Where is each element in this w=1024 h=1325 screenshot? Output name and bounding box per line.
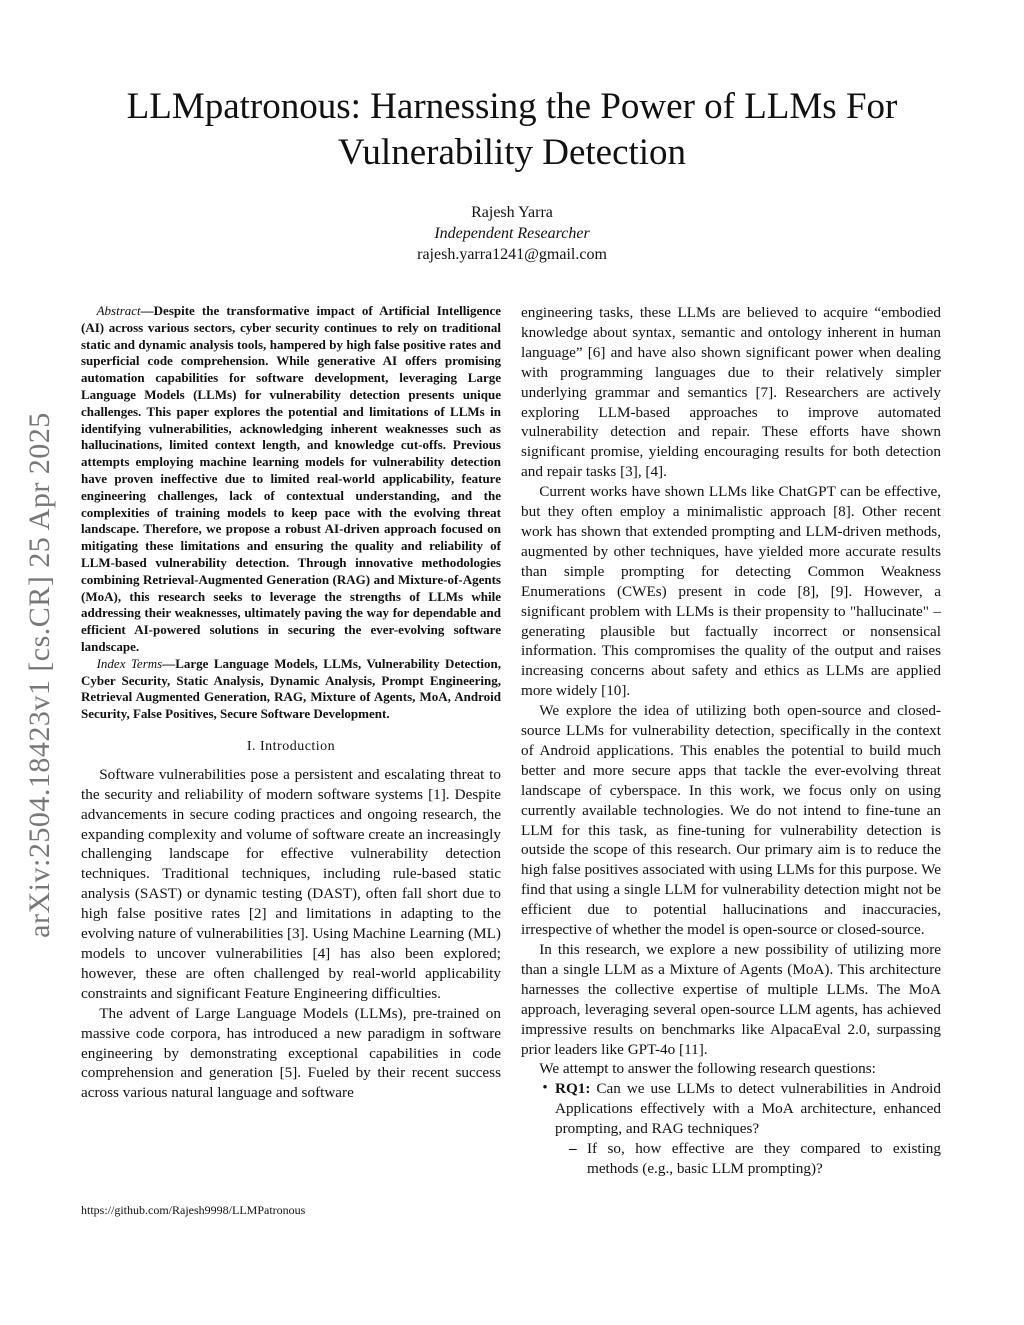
author-email: rajesh.yarra1241@gmail.com — [417, 246, 607, 263]
left-column — [81, 303, 501, 1103]
author-affiliation: Independent Researcher — [434, 225, 590, 242]
abstract — [81, 303, 501, 656]
index-terms — [81, 656, 501, 723]
rq1-text-wrap — [555, 1079, 941, 1139]
intro-paragraph-1: Software vulnerabilities pose a persistent and escalating threat to the security and reliability of modern software systems [1]. Despite advancements in secure coding practices and ongoing research, the expanding complexity and volume of software create an increasingly challenging landscape for effective vulnerability detection techniques. Traditional techniques, including rule-based static analysis (SAST) or dynamic testing (DAST), often fall short due to high false positive rates [2] and limitations in adapting to the evolving nature of vulnerabilities [3]. Using Machine Learning (ML) models to uncover vulnerabilities [4] has also been explored; however, these are often challenged by real-world applicability constraints and significant Feature Engineering difficulties. — [81, 765, 501, 1002]
rq1-sub-item — [521, 1139, 941, 1179]
intro-paragraph-5: We explore the idea of utilizing both open-source and closed-source LLMs for vulnerability detection, specifically in the context of Android applications. This enables the potential to build much better and more secure apps that tackle the ever-evolving threat landscape of cyberspace. In this work, we focus only on using currently available technologies. We do not intend to fine-tune an LLM for this task, as fine-tuning for vulnerability detection is outside the scope of this research. Our primary aim is to reduce the high false positives associated with using LLMs for this purpose. We find that using a single LLM for vulnerability detection might not be efficient due to potential hallucinations and inaccuracies, irrespective of whether the model is open-source or closed-source. — [521, 702, 941, 939]
rq1-item — [521, 1079, 941, 1139]
rq1-sub-text: If so, how effective are they compared to existing methods (e.g., basic LLM prompting)? — [587, 1140, 941, 1177]
dash-icon: – — [569, 1140, 577, 1158]
rq1-text: Can we use LLMs to detect vulnerabilities in Android Applications effectively with a MoA architecture, enhanced prompting, and RAG techniques? — [555, 1080, 941, 1138]
arxiv-id: arXiv:2504.18423v1 [cs.CR] 25 Apr 2025 — [23, 412, 57, 938]
intro-paragraph-7: We attempt to answer the following research questions: — [539, 1060, 876, 1078]
rq1-label: RQ1: — [555, 1080, 591, 1098]
intro-paragraph-3: engineering tasks, these LLMs are believed to acquire “embodied knowledge about syntax, semantic and ontology inherent in human language” [6] and have also shown significant power when dealing with programming languages due to their relatively simpler underlying grammar and semantics [7]. Researchers are actively exploring LLM-based approaches to improve automated vulnerability detection and repair. These efforts have shown significant promise, yielding encouraging results for both detection and repair tasks [3], [4]. — [521, 304, 941, 481]
arxiv-sidebar — [14, 370, 66, 980]
paper-title: LLMpatronous: Harnessing the Power of LLMs For Vulnerability Detection — [126, 86, 898, 173]
index-terms-text: —Large Language Models, LLMs, Vulnerability Detection, Cyber Security, Static Analysis, Dynamic Analysis, Prompt Engineering, Retrieval Augmented Generation, RAG, Mixture of Agents, MoA, Android Security, False Positives, Secure Software Development. — [81, 655, 502, 722]
author-name: Rajesh Yarra — [471, 204, 553, 221]
intro-paragraph-2: The advent of Large Language Models (LLMs), pre-trained on massive code corpora, has introduced a new paradigm in software engineering by demonstrating exceptional capabilities in code comprehension and generation [5]. Fueled by their recent success across various natural language and software — [81, 1004, 501, 1102]
section-heading: I. Introduction — [246, 738, 336, 754]
right-column — [521, 303, 941, 1179]
author-block — [70, 202, 954, 265]
abstract-label: Abstract — [96, 303, 141, 318]
index-terms-label: Index Terms — [96, 655, 163, 671]
abstract-text: —Despite the transformative impact of Artificial Intelligence (AI) across various sectors, cyber security continues to rely on traditional static and dynamic analysis tools, hampered by high false positive rates and superficial code comprehension. While generative AI offers promising automation capabilities for software development, leveraging Large Language Models (LLMs) for vulnerability detection presents unique challenges. This paper explores the potential and limitations of LLMs in identifying vulnerabilities, acknowledging inherent weaknesses such as hallucinations, limited context length, and knowledge cut-offs. Previous attempts employing machine learning models for vulnerability detection have proven ineffective due to limited real-world applicability, feature engineering challenges, lack of contextual understanding, and the complexities of training models to keep pace with the evolving threat landscape. Therefore, we propose a robust AI-driven approach focused on mitigating these limitations and ensuring the quality and reliability of LLM-based vulnerability detection. Through innovative methodologies combining Retrieval-Augmented Generation (RAG) and Mixture-of-Agents (MoA), this research seeks to leverage the strengths of LLMs while addressing their weaknesses, ultimately paving the way for dependable and efficient AI-powered solutions in securing the ever-evolving software landscape. — [81, 303, 501, 654]
bullet-icon: • — [542, 1080, 548, 1097]
intro-paragraph-4: Current works have shown LLMs like ChatGPT can be effective, but they often employ a minimalistic approach [8]. Other recent work has shown that extended prompting and LLM-driven methods, augmented by other techniques, have yielded more accurate results than simple prompting for detecting Common Weakness Enumerations (CWEs) present in code [8], [9]. However, a significant problem with LLMs is their propensity to "hallucinate" – generating plausible but factually incorrect or nonsensical information. This compromises the quality of the output and raises increasing concerns about safety and ethics as LLMs are applied more widely [10]. — [521, 483, 941, 700]
intro-paragraph-6: In this research, we explore a new possibility of utilizing more than a single LLM as a Mixture of Agents (MoA). This architecture harnesses the collective expertise of multiple LLMs. The MoA approach, leveraging several open-source LLM agents, has achieved impressive results on benchmarks like AlpacaEval 2.0, surpassing prior leaders like GPT-4o [11]. — [521, 941, 941, 1058]
footnote-link[interactable]: https://github.com/Rajesh9998/LLMPatronous — [81, 1203, 306, 1217]
